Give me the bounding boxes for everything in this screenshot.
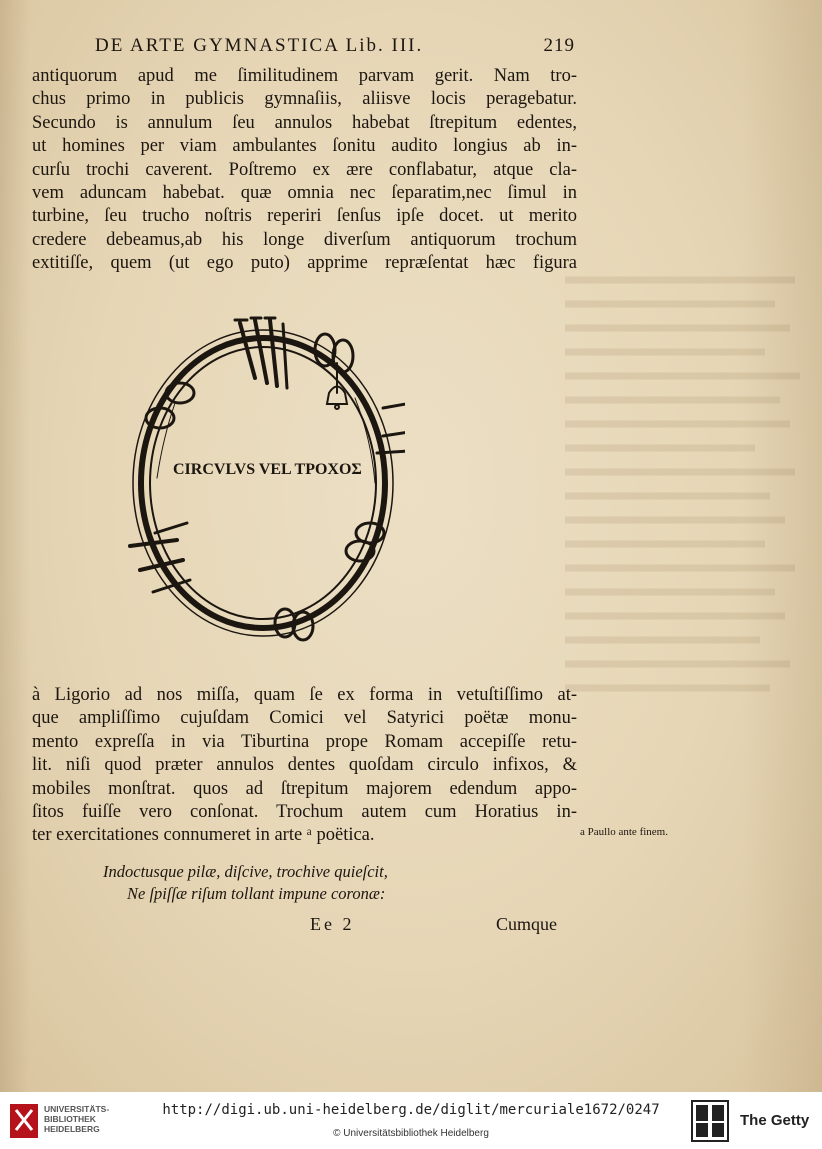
figure-caption: CIRCVLVS VEL TPOXOΣ <box>173 461 362 478</box>
paragraph-1 <box>32 65 577 276</box>
text-line: vem aduncam habebat. quæ omnia nec ſeparatim,nec ſimul in <box>32 183 577 204</box>
text-line: à Ligorio ad nos miſſa, quam ſe ex forma in vetuſtiſſimo at- <box>32 685 577 705</box>
text-line: ter exercitationes connumeret in arte ᵃ poëtica. <box>32 825 375 846</box>
running-head-title: DE ARTE GYMNASTICA Lib. III. <box>95 35 424 56</box>
paragraph-2 <box>32 684 577 848</box>
text-line: chus primo in publicis gymnaſiis, aliisve locis peragebatur. <box>32 89 577 110</box>
verse-line: Indoctusque pilæ, diſcive, trochive quieſcit, <box>103 862 388 881</box>
page-gutter-shadow <box>0 0 30 1092</box>
copyright-notice: © Universitätsbibliothek Heidelberg <box>333 1128 489 1139</box>
text-line: ut homines per viam ambulantes ſonitu audito longius ab in- <box>32 136 577 157</box>
running-head <box>95 35 575 57</box>
text-line: que ampliſſimo cujuſdam Comici vel Satyrici poëtæ monu- <box>32 708 577 729</box>
text-line: credere debeamus,ab his longe diverſum antiquorum trochum <box>32 229 577 250</box>
text-line: mobiles monſtrat. quos ad ſtrepitum majorem edendum appo- <box>32 778 577 799</box>
bleed-through-text <box>565 270 815 700</box>
institution-line: BIBLIOTHEK <box>44 1114 96 1124</box>
text-line: Secundo is annulum ſeu annulos habebat ſtrepitum edentes, <box>32 112 577 133</box>
partner-name: The Getty <box>740 1112 810 1129</box>
permalink-url[interactable]: http://digi.ub.uni-heidelberg.de/diglit/mercuriale1672/0247 <box>162 1102 660 1118</box>
signature-mark: Ee 2 <box>310 914 355 934</box>
verse-quotation <box>103 861 388 905</box>
bleed-through-lines <box>565 270 815 700</box>
institution-line: HEIDELBERG <box>44 1124 100 1134</box>
viewer-footer <box>0 1092 822 1149</box>
text-line: extitiſſe, quem (ut ego puto) apprime repræſentat hæc figura <box>32 253 577 274</box>
trochus-woodcut-illustration <box>115 308 405 648</box>
text-line: ſitos fuiſſe vero conſonat. Trochum autem cum Horatius in- <box>32 802 577 823</box>
text-line: curſu trochi caverent. Poſtremo ex ære conflabatur, atque cla- <box>32 159 577 180</box>
institution-line: UNIVERSITÄTS- <box>44 1104 110 1114</box>
page-number: 219 <box>543 35 575 56</box>
text-line: mento expreſſa in via Tiburtina prope Romam accepiſſe retu- <box>32 731 577 752</box>
text-line: turbine, ſeu trucho noſtris reperiri ſenſus ipſe docet. ut merito <box>32 206 577 227</box>
text-line: lit. niſi quod præter annulos dentes quoſdam circulo infixos, & <box>32 755 577 776</box>
marginal-note: a Paullo ante finem. <box>580 826 668 838</box>
hoop-drawing <box>115 308 405 648</box>
verse-line: Ne ſpiſſæ riſum tollant impune coronæ: <box>127 884 386 903</box>
text-line: antiquorum apud me ſimilitudinem parvam gerit. Nam tro- <box>32 66 577 86</box>
catchword: Cumque <box>496 914 557 934</box>
getty-logo-icon <box>690 1099 730 1143</box>
